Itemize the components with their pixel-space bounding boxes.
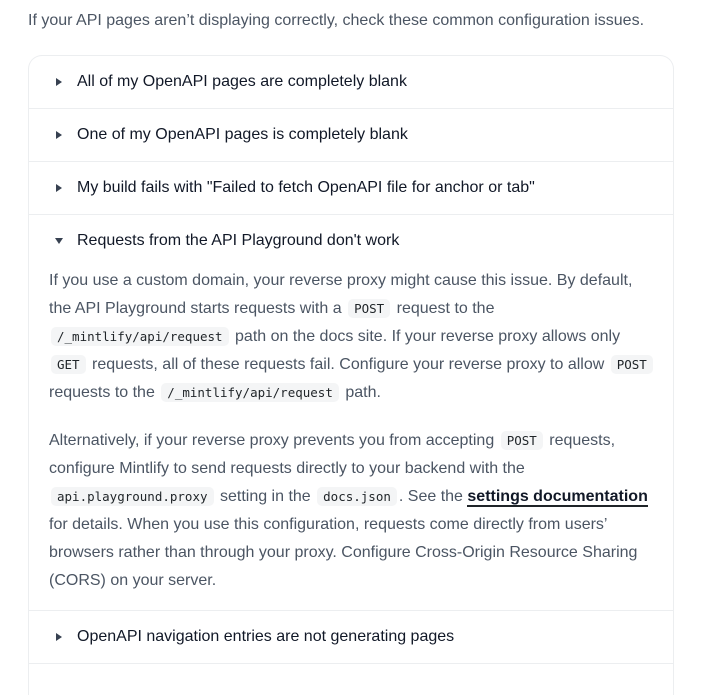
- accordion-body: [49, 267, 659, 595]
- settings-documentation-link[interactable]: settings documentation: [467, 488, 648, 505]
- body-text: requests, all of these requests fail. Configure your reverse proxy to allow: [92, 356, 605, 373]
- body-text: requests to the: [49, 384, 155, 401]
- accordion-item[interactable]: [29, 610, 673, 664]
- accordion-header[interactable]: [29, 162, 673, 215]
- inline-code: POST: [611, 355, 653, 374]
- caret-right-icon: [54, 130, 64, 140]
- accordion-item-expanded[interactable]: [29, 214, 673, 610]
- accordion-title: Requests from the API Playground don't work: [77, 232, 400, 249]
- accordion-header[interactable]: [29, 215, 673, 268]
- inline-code: GET: [51, 355, 86, 374]
- body-text: requests, configure Mintlify to send requests directly to your backend with the: [49, 432, 616, 477]
- body-text: setting in the: [219, 488, 311, 505]
- inline-code: api.playground.proxy: [51, 487, 214, 506]
- body-text: path.: [345, 384, 381, 401]
- accordion-header[interactable]: [29, 109, 673, 162]
- accordion-item[interactable]: [29, 108, 673, 162]
- accordion-item[interactable]: [29, 663, 673, 683]
- caret-right-icon: [54, 632, 64, 642]
- inline-code: /_mintlify/api/request: [161, 383, 339, 402]
- inline-code: POST: [348, 299, 390, 318]
- accordion-title: OpenAPI navigation entries are not generating pages: [77, 628, 455, 645]
- inline-code: /_mintlify/api/request: [51, 327, 229, 346]
- accordion-group: [28, 55, 674, 695]
- caret-down-icon: [54, 236, 64, 246]
- accordion-title: All of my OpenAPI pages are completely blank: [77, 73, 407, 90]
- body-text: for details. When you use this configuration, requests come directly from users’ browsers rather than through your proxy. Configure Cross-Origin Resource Sharing (CORS) on your server.: [49, 516, 638, 589]
- accordion-header[interactable]: [29, 611, 673, 664]
- caret-right-icon: [54, 77, 64, 87]
- body-text: Alternatively, if your reverse proxy prevents you from accepting: [49, 432, 495, 449]
- body-paragraph: [49, 267, 659, 407]
- inline-code: docs.json: [317, 487, 397, 506]
- accordion-header[interactable]: [29, 56, 673, 109]
- accordion-title: One of my OpenAPI pages is completely blank: [77, 126, 408, 143]
- accordion-item[interactable]: [29, 56, 673, 109]
- caret-right-icon: [54, 183, 64, 193]
- body-text: If you use a custom domain, your reverse proxy might cause this issue. By default, the API Playground starts requests with a: [49, 272, 633, 317]
- inline-code: POST: [501, 431, 543, 450]
- body-text: request to the: [396, 300, 495, 317]
- body-paragraph: [49, 427, 659, 595]
- accordion-title: My build fails with "Failed to fetch OpenAPI file for anchor or tab": [77, 179, 535, 196]
- body-text: path on the docs site. If your reverse proxy allows only: [235, 328, 621, 345]
- intro-text: If your API pages aren’t displaying correctly, check these common configuration issues.: [28, 12, 645, 29]
- accordion-item[interactable]: [29, 161, 673, 215]
- body-text: . See the: [398, 488, 463, 505]
